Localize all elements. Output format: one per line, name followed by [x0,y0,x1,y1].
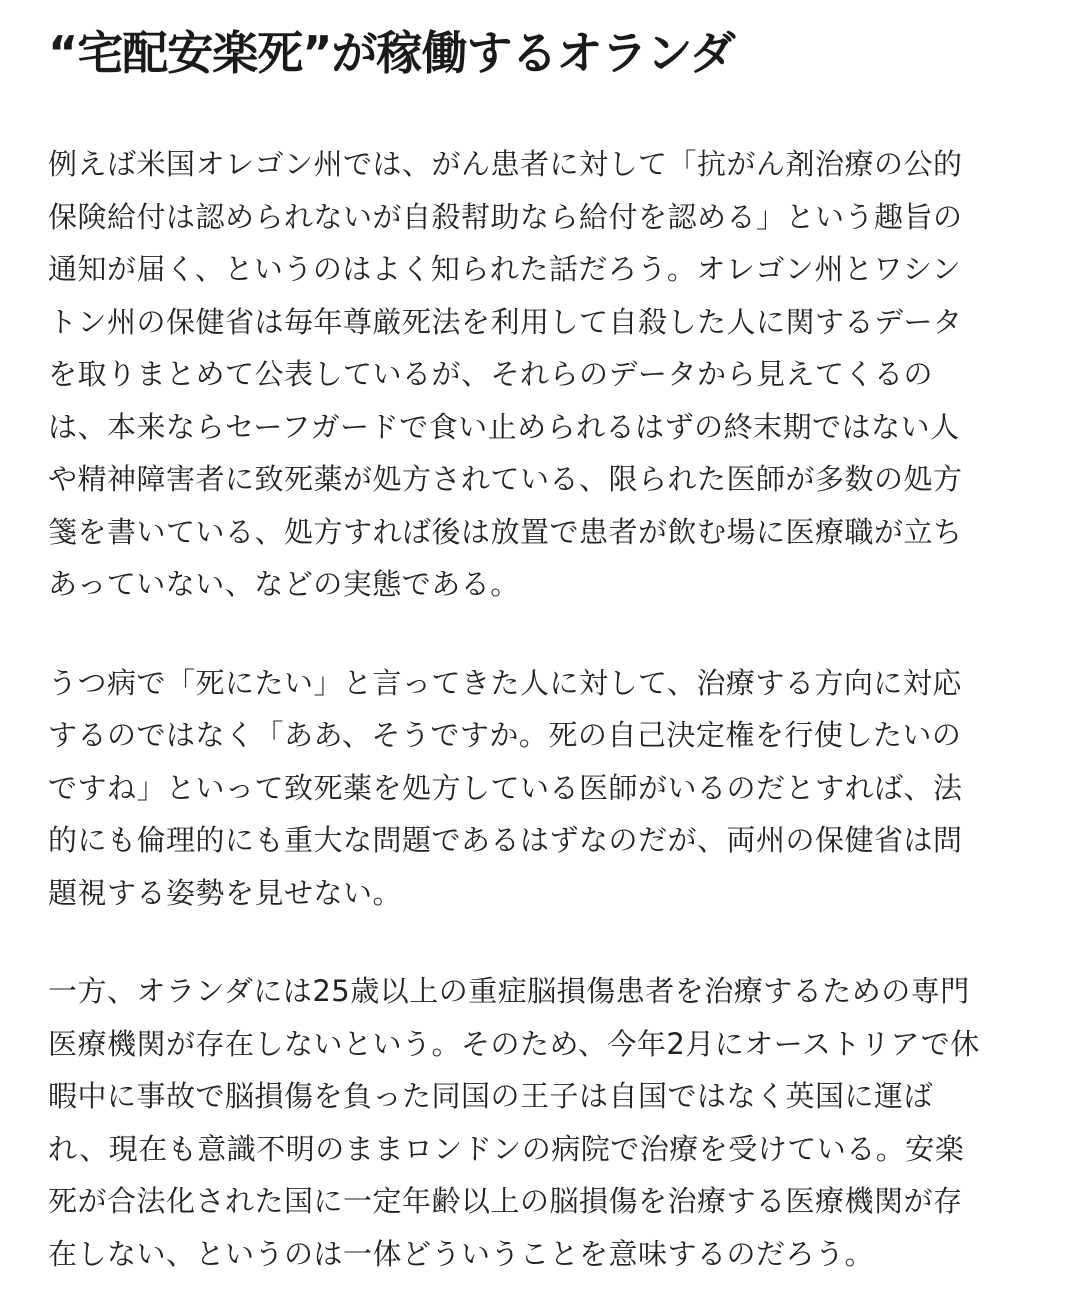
paragraph-line: ですね」といって致死薬を処方している医師がいるのだとすれば、法 [48,770,963,805]
paragraph-line: 医療機関が存在しないという。そのため、今年2月にオーストリアで休 [48,1026,980,1061]
paragraph-1 [48,138,1038,611]
paragraph-line: トン州の保健省は毎年尊厳死法を利用して自殺した人に関するデータ [48,304,963,339]
paragraph-2 [48,657,1038,920]
paragraph-line: 例えば米国オレゴン州では、がん患者に対して「抗がん剤治療の公的 [48,147,963,181]
paragraph-line: を取りまとめて公表しているが、それらのデータから見えてくるの [48,357,934,391]
paragraph-line: は、本来ならセーフガードで食い止められるはずの終末期ではない人 [48,409,960,444]
paragraph-line: 題視する姿勢を見せない。 [48,875,403,910]
paragraph-line: あっていない、などの実態である。 [48,567,520,601]
article [48,0,1038,1280]
paragraph-line: 保険給付は認められないが自殺幇助なら給付を認める」という趣旨の [48,199,963,234]
paragraph-line: するのではなく「ああ、そうですか。死の自己決定権を行使したいの [48,718,962,752]
article-heading: “宅配安楽死”が稼働するオランダ [48,26,735,80]
paragraph-line: 的にも倫理的にも重大な問題であるはずなのだが、両州の保健省は問 [48,823,963,857]
paragraph-line: うつ病で「死にたい」と言ってきた人に対して、治療する方向に対応 [48,665,962,700]
paragraph-line: れ、現在も意識不明のままロンドンの病院で治療を受けている。安楽 [48,1131,965,1166]
paragraph-line: 暇中に事故で脳損傷を負った同国の王子は自国ではなく英国に運ば [48,1079,934,1113]
paragraph-line: 死が合法化された国に一定年齢以上の脳損傷を治療する医療機関が存 [48,1184,963,1218]
paragraph-line: 在しない、というのは一体どういうことを意味するのだろう。 [48,1236,875,1271]
paragraph-3 [48,965,1038,1280]
paragraph-line: 箋を書いている、処方すれば後は放置で患者が飲む場に医療職が立ち [48,514,963,549]
paragraph-line: 一方、オランダには25歳以上の重症脳損傷患者を治療するための専門 [48,974,970,1008]
paragraph-line: 通知が届く、というのはよく知られた話だろう。オレゴン州とワシン [48,252,962,286]
paragraph-line: や精神障害者に致死薬が処方されている、限られた医師が多数の処方 [48,462,963,496]
